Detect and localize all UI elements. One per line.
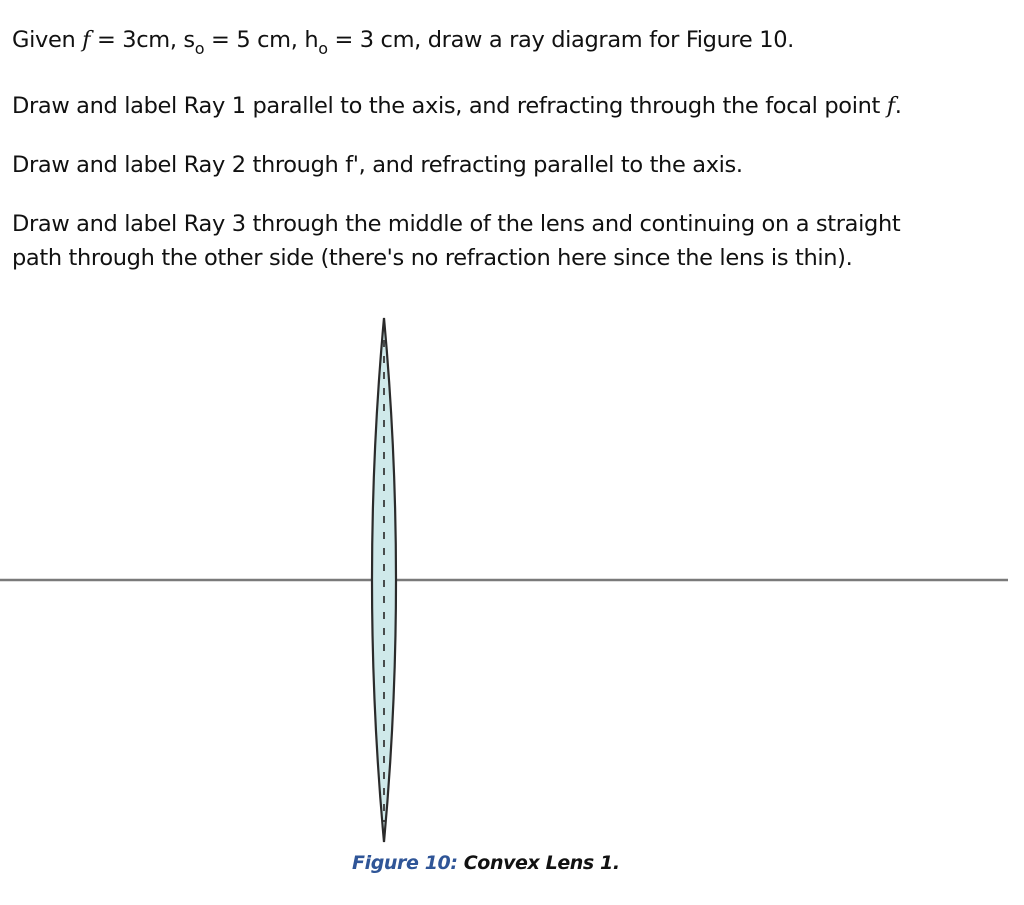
given-suffix: = 3 cm, draw a ray diagram for Figure 10. xyxy=(327,27,794,53)
object-distance-value: = 5 cm, h xyxy=(204,27,319,53)
focal-length-symbol: f xyxy=(82,27,91,53)
ray1-text: Draw and label Ray 1 parallel to the axis, and refracting through the focal point xyxy=(12,93,887,119)
ray1-focal-symbol: f xyxy=(886,93,895,119)
ray3-text-line1: Draw and label Ray 3 through the middle of the lens and continuing on a straight xyxy=(12,211,901,237)
given-prefix: Given xyxy=(12,27,83,53)
ray1-period: . xyxy=(894,93,902,119)
object-height-subscript: o xyxy=(318,39,328,58)
figure-caption-label: Figure 10: xyxy=(352,852,458,874)
focal-length-value: = 3cm, s xyxy=(90,27,195,53)
ray2-text: Draw and label Ray 2 through f', and refracting parallel to the axis. xyxy=(12,152,743,178)
ray3-text-line2: path through the other side (there's no refraction here since the lens is thin). xyxy=(12,245,853,271)
figure-caption xyxy=(352,852,620,874)
figure-caption-text: Convex Lens 1. xyxy=(457,852,620,874)
object-distance-subscript: o xyxy=(194,39,205,58)
